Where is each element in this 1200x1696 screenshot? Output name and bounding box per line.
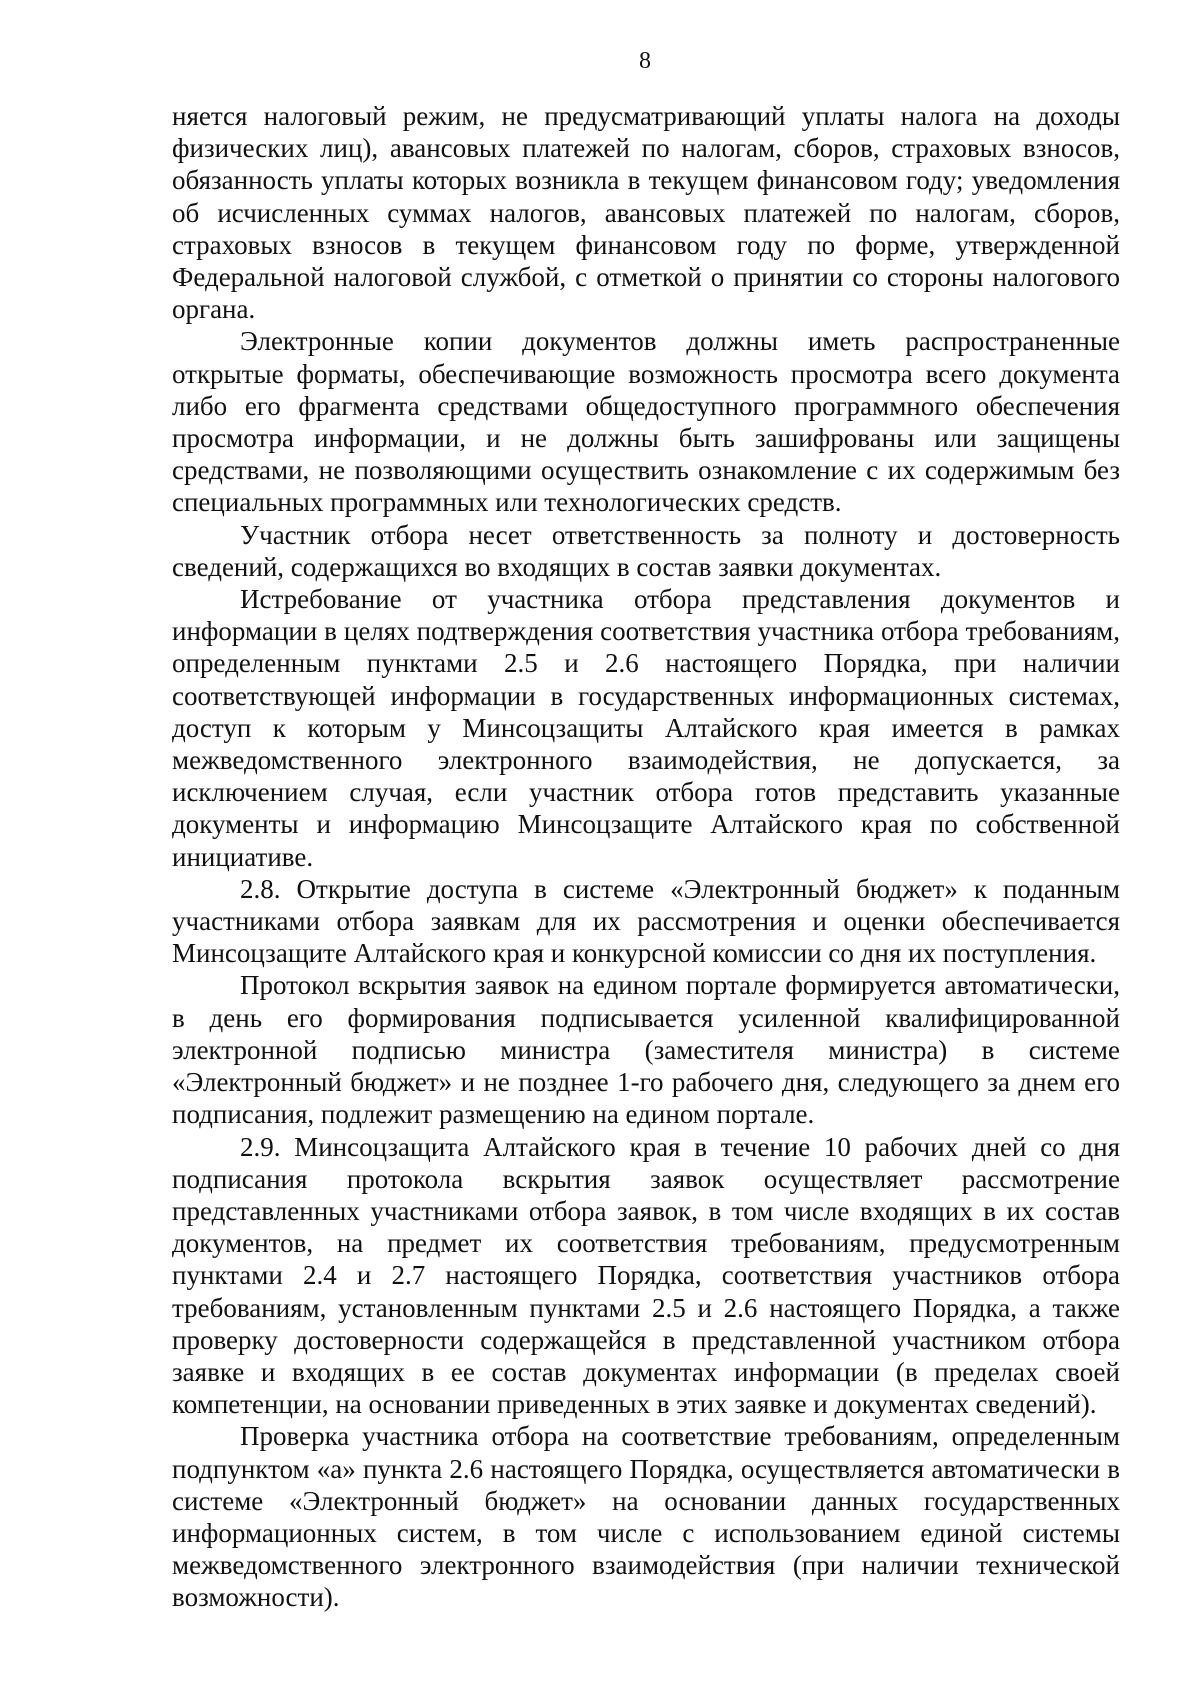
paragraph-request-documents: Истребование от участника отбора представления документов и информации в целях подтверждения соответствия участника отбора требованиям, определенным пунктами 2.5 и 2.6 настоящего Порядка, при наличии соответствующей информации в государственных информационных системах, доступ к которым у Минсоцзащиты Алтайского края имеется в рамках межведомственного электронного взаимодействия, не допускается, за исключением случая, если участник отбора готов представить указанные документы и информацию Минсоцзащите Алтайского края по собственной инициативе. (172, 584, 1120, 872)
paragraph-2-9: 2.9. Минсоцзащита Алтайского края в течение 10 рабочих дней со дня подписания протокола вскрытия заявок осуществляет рассмотрение представленных участниками отбора заявок, в том числе входящих в их состав документов, на предмет их соответствия требованиям, предусмотренным пунктами 2.4 и 2.7 настоящего Порядка, соответствия участников отбора требованиям, установленным пунктами 2.5 и 2.6 настоящего Порядка, а также проверку достоверности содержащейся в представленной участником отбора заявке и входящих в ее состав документах информации (в пределах своей компетенции, на основании приведенных в этих заявке и документах сведений). (172, 1131, 1120, 1420)
page-number: 8 (639, 48, 651, 74)
paragraph-responsibility: Участник отбора несет ответственность за полноту и достоверность сведений, содержащихся во входящих в состав заявки документах. (172, 519, 1120, 582)
paragraph-electronic-copies: Электронные копии документов должны иметь распространенные открытые форматы, обеспечивающие возможность просмотра всего документа либо его фрагмента средствами общедоступного программного обеспечения просмотра информации, и не должны быть зашифрованы или защищены средствами, не позволяющими осуществить ознакомление с их содержимым без специальных программных или технологических средств. (172, 326, 1120, 518)
document-body (172, 100, 1120, 1614)
paragraph-protocol: Протокол вскрытия заявок на едином портале формируется автоматически, в день его формирования подписывается усиленной квалифицированной электронной подписью министра (заместителя министра) в системе «Электронный бюджет» и не позднее 1-го рабочего дня, следующего за днем его подписания, подлежит размещению на едином портале. (172, 970, 1120, 1130)
paragraph-2-8: 2.8. Открытие доступа в системе «Электронный бюджет» к поданным участниками отбора заявкам для их рассмотрения и оценки обеспечивается Минсоцзащите Алтайского края и конкурсной комиссии со дня их поступления. (172, 873, 1120, 969)
paragraph-verification: Проверка участника отбора на соответствие требованиям, определенным подпунктом «а» пункта 2.6 настоящего Порядка, осуществляется автоматически в системе «Электронный бюджет» на основании данных государственных информационных систем, в том числе с использованием единой системы межведомственного электронного взаимодействия (при наличии технической возможности). (172, 1421, 1120, 1613)
paragraph-continuation: няется налоговый режим, не предусматривающий уплаты налога на доходы физических лиц), авансовых платежей по налогам, сборов, страховых взносов, обязанность уплаты которых возникла в текущем финансовом году; уведомления об исчисленных суммах налогов, авансовых платежей по налогам, сборов, страховых взносов в текущем финансовом году по форме, утвержденной Федеральной налоговой службой, с отметкой о принятии со стороны налогового органа. (172, 101, 1120, 325)
